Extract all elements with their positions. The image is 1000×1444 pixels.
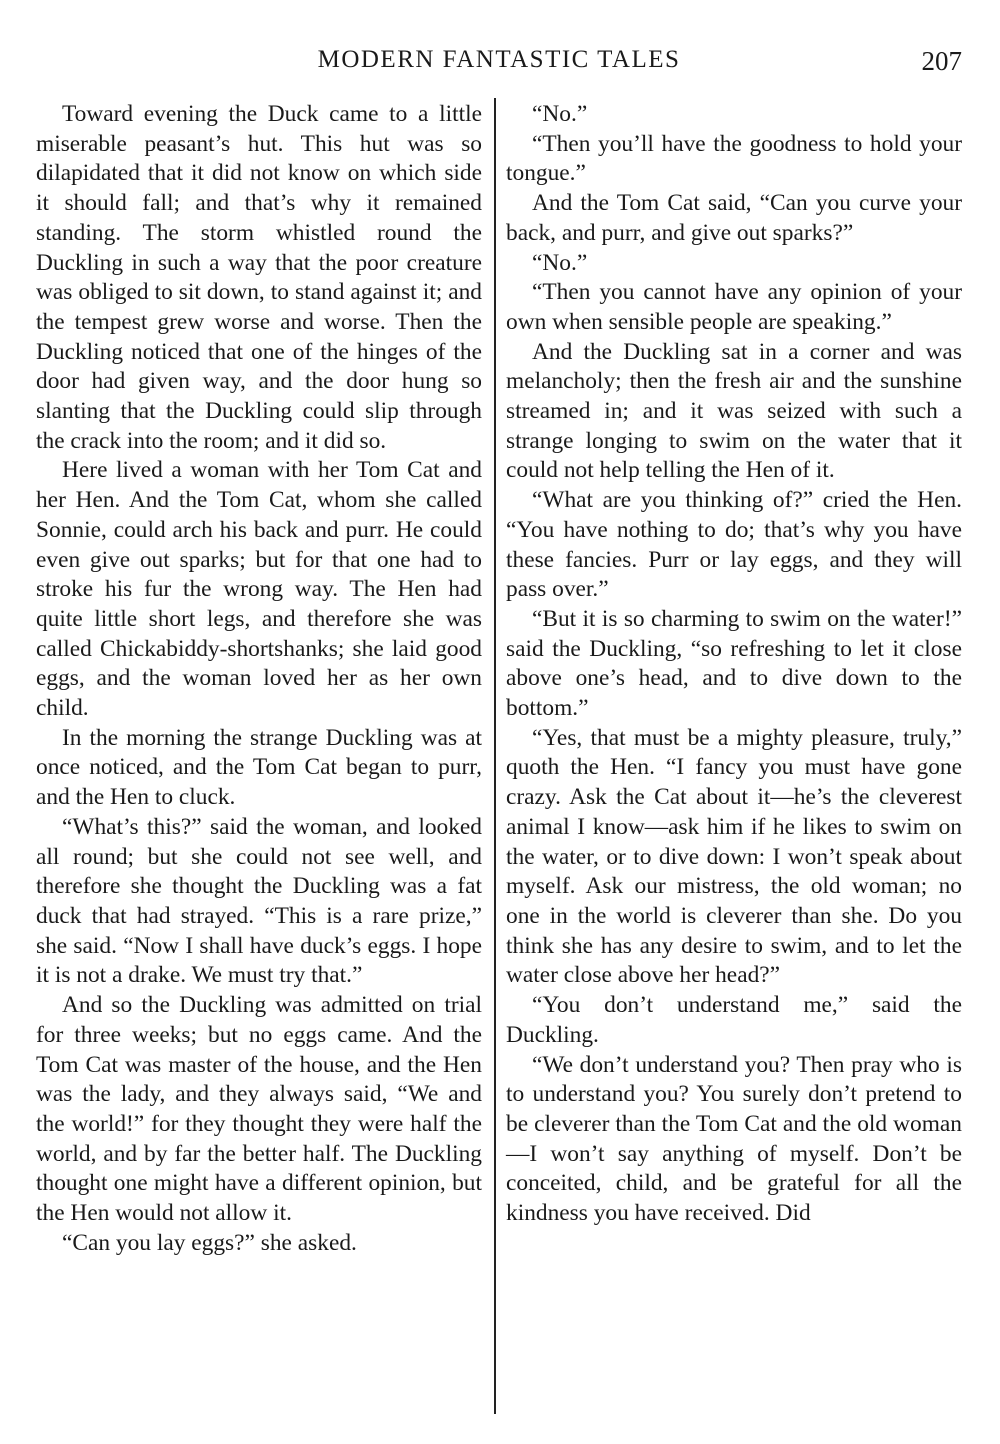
paragraph: And the Tom Cat said, “Can you curve your back, and purr, and give out sparks?” xyxy=(506,190,962,246)
running-head: MODERN FANTASTIC TALES xyxy=(317,46,681,73)
paragraph: “But it is so charming to swim on the water!” said the Duckling, “so refreshing to let it close above one’s head, and to dive down to the bottom.” xyxy=(506,605,962,722)
right-column xyxy=(506,100,962,1229)
paragraph: “No.” xyxy=(532,249,588,276)
paragraph: “Can you lay eggs?” she asked. xyxy=(62,1229,357,1256)
paragraph: “Then you cannot have any opinion of your own when sensible people are speaking.” xyxy=(506,279,962,335)
paragraph: “No.” xyxy=(532,101,588,127)
paragraph: “You don’t understand me,” said the Duckling. xyxy=(506,992,962,1048)
paragraph: “Yes, that must be a mighty pleasure, truly,” quoth the Hen. “I fancy you must have gone crazy. Ask the Cat about it—he’s the cleverest animal I know—ask him if he likes to swim on the water, or to dive down: I won’t speak about myself. Ask our mistress, the old woman; no one in the world is cleverer than she. Do you think she has any desire to swim, and to let the water close above her head?” xyxy=(506,724,962,989)
left-column xyxy=(36,100,482,1258)
paragraph: And the Duckling sat in a corner and was melancholy; then the fresh air and the sunshine streamed in; and it was seized with such a strange longing to swim on the water that it could not help telling the Hen of it. xyxy=(506,338,962,484)
paragraph: “What are you thinking of?” cried the Hen. “You have nothing to do; that’s why you have these fancies. Purr or lay eggs, and they will pass over.” xyxy=(506,487,962,603)
paragraph: “We don’t understand you? Then pray who is to understand you? You surely don’t pretend to be cleverer than the Tom Cat and the old woman—I won’t say anything of myself. Don’t be conceited, child, and be grateful for all the kindness you have received. Did xyxy=(506,1051,962,1227)
paragraph: And so the Duckling was admitted on trial for three weeks; but no eggs came. And the Tom Cat was master of the house, and the Hen was the lady, and they always said, “We and the world!” for they thought they were half the world, and by far the better half. The Duckling thought one might have a different opinion, but the Hen would not allow it. xyxy=(36,992,482,1227)
paragraph: In the morning the strange Duckling was at once noticed, and the Tom Cat began to purr, and the Hen to cluck. xyxy=(36,724,482,811)
page-number: 207 xyxy=(921,46,962,76)
paragraph: Toward evening the Duck came to a little miserable peasant’s hut. This hut was so dilapidated that it did not know on which side it should fall; and that’s why it remained standing. The storm whistled round the Duckling in such a way that the poor creature was obliged to sit down, to stand against it; and the tempest grew worse and worse. Then the Duckling noticed that one of the hinges of the door had given way, and the door hung so slanting that the Duckling could slip through the crack into the room; and it did so. xyxy=(36,101,482,454)
paragraph: “What’s this?” said the woman, and looked all round; but she could not see well, and therefore she thought the Duckling was a fat duck that had strayed. “This is a rare prize,” she said. “Now I shall have duck’s eggs. I hope it is not a drake. We must try that.” xyxy=(36,813,482,989)
column-divider xyxy=(494,98,496,1414)
paragraph: Here lived a woman with her Tom Cat and her Hen. And the Tom Cat, whom she called Sonnie, could arch his back and purr. He could even give out sparks; but for that one had to stroke his fur the wrong way. The Hen had quite little short legs, and therefore she was called Chickabiddy-shortshanks; she laid good eggs, and the woman loved her as her own child. xyxy=(36,457,482,722)
page-header xyxy=(36,40,962,90)
paragraph: “Then you’ll have the goodness to hold your tongue.” xyxy=(506,130,962,187)
